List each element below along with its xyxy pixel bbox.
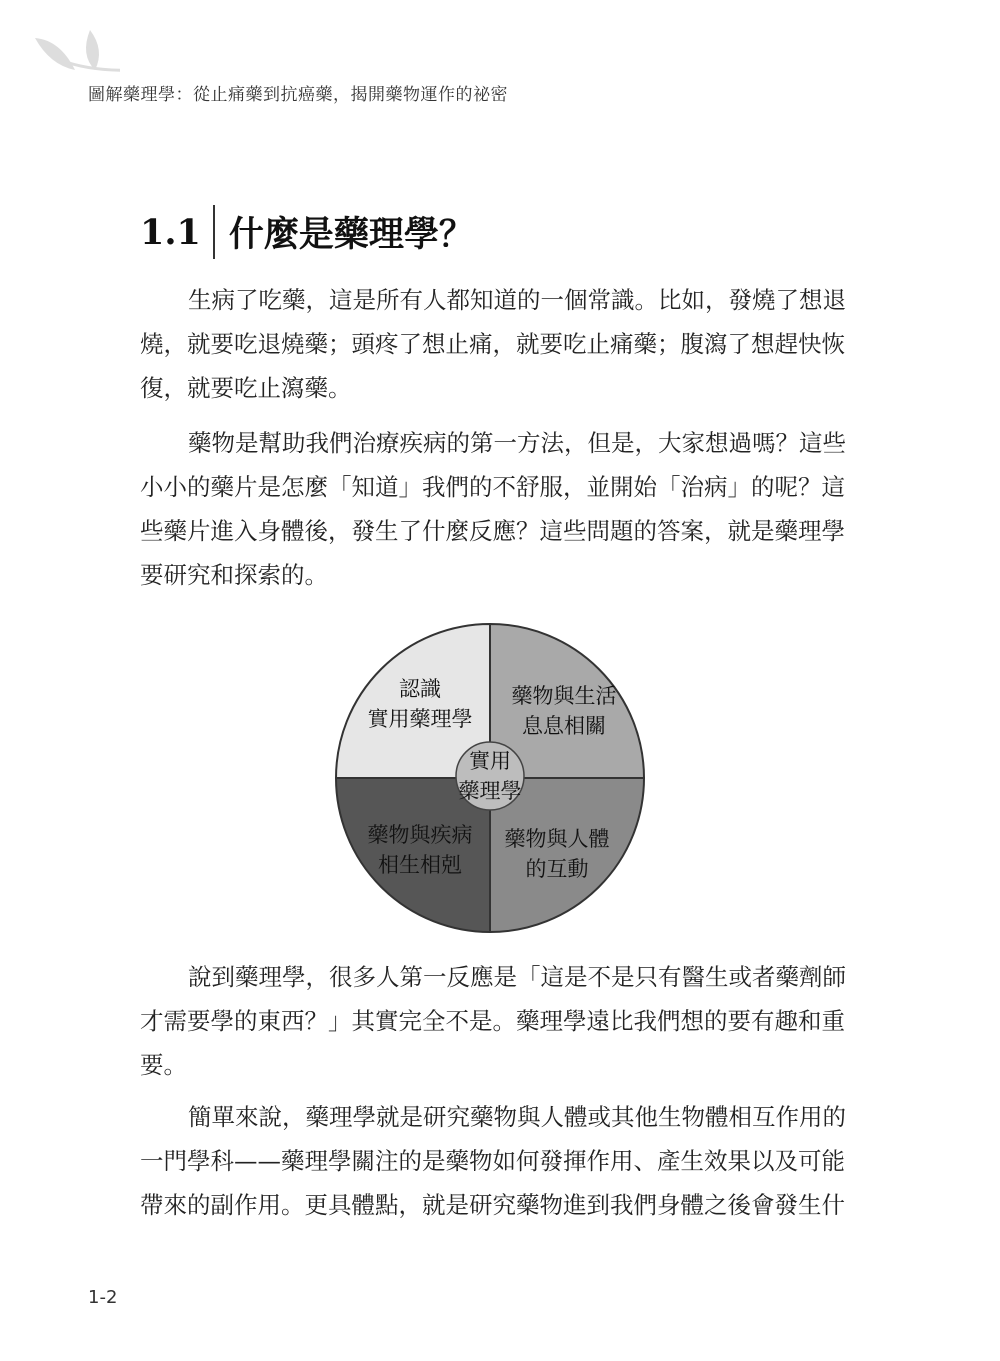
section-number: 1.1 bbox=[140, 211, 201, 253]
quadrant-label: 藥物與生活 bbox=[511, 684, 617, 708]
text-line: 一門學科——藥理學關注的是藥物如何發揮作用、產生效果以及可能 bbox=[140, 1147, 845, 1175]
text-line: 燒，就要吃退燒藥；頭疼了想止痛，就要吃止痛藥；腹瀉了想趕快恢 bbox=[140, 330, 845, 358]
text-line: 些藥片進入身體後，發生了什麼反應？這些問題的答案，就是藥理學 bbox=[140, 517, 845, 545]
section-title: 什麼是藥理學？ bbox=[228, 214, 474, 255]
leaf-ornament-icon bbox=[30, 30, 120, 80]
paragraph-2 bbox=[140, 421, 845, 597]
text-line: 說到藥理學，很多人第一反應是「這是不是只有醫生或者藥劑師 bbox=[188, 963, 846, 991]
section-heading bbox=[140, 205, 474, 259]
quadrant-label: 的互動 bbox=[525, 857, 589, 881]
quadrant-label: 藥物與人體 bbox=[504, 827, 610, 851]
text-line: 要。 bbox=[140, 1051, 187, 1079]
text-line: 復，就要吃止瀉藥。 bbox=[140, 374, 352, 402]
quadrant-label: 息息相關 bbox=[522, 714, 606, 738]
paragraph-3 bbox=[140, 955, 845, 1087]
running-header: 圖解藥理學：從止痛藥到抗癌藥，揭開藥物運作的祕密 bbox=[88, 85, 508, 105]
text-line: 生病了吃藥，這是所有人都知道的一個常識。比如，發燒了想退 bbox=[188, 286, 846, 314]
center-label: 藥理學 bbox=[458, 779, 522, 803]
quadrant-label: 相生相剋 bbox=[378, 853, 462, 877]
paragraph-4 bbox=[140, 1095, 845, 1227]
pharmacology-diagram bbox=[330, 618, 650, 938]
page-number: 1-2 bbox=[88, 1287, 118, 1308]
heading-divider bbox=[213, 205, 215, 259]
paragraph-1 bbox=[140, 278, 845, 410]
quadrant-label: 藥物與疾病 bbox=[367, 823, 473, 847]
center-label: 實用 bbox=[469, 749, 511, 773]
quadrant-label: 實用藥理學 bbox=[367, 707, 473, 731]
quadrant-label: 認識 bbox=[399, 677, 441, 701]
text-line: 簡單來說，藥理學就是研究藥物與人體或其他生物體相互作用的 bbox=[188, 1103, 846, 1131]
text-line: 要研究和探索的。 bbox=[140, 561, 328, 589]
text-line: 帶來的副作用。更具體點，就是研究藥物進到我們身體之後會發生什 bbox=[140, 1191, 845, 1219]
text-line: 藥物是幫助我們治療疾病的第一方法，但是，大家想過嗎？這些 bbox=[188, 429, 846, 457]
text-line: 小小的藥片是怎麼「知道」我們的不舒服，並開始「治病」的呢？這 bbox=[140, 473, 845, 501]
text-line: 才需要學的東西？」其實完全不是。藥理學遠比我們想的要有趣和重 bbox=[140, 1007, 845, 1035]
